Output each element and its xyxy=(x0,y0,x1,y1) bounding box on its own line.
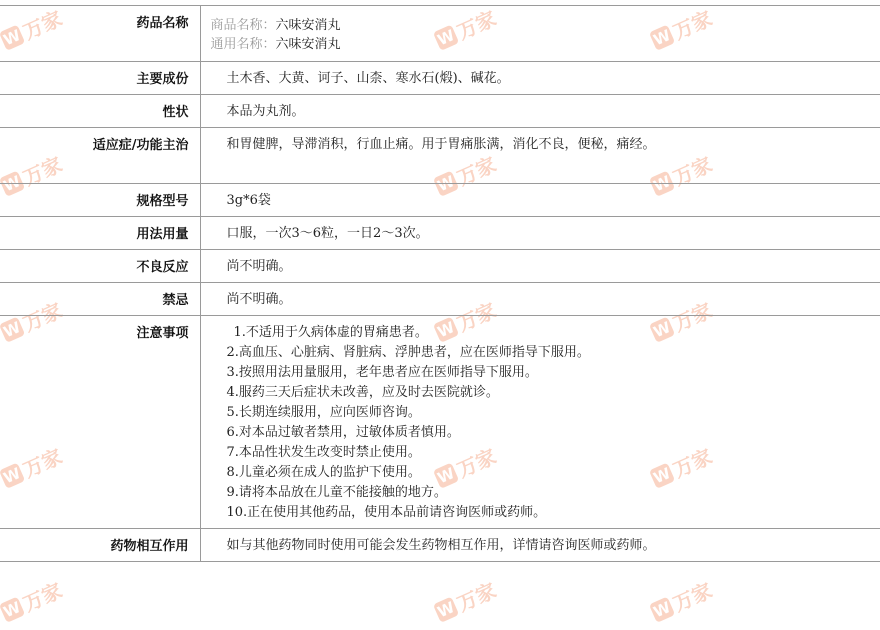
watermark-logo: W 万家 xyxy=(0,578,66,621)
row-value-interactions: 如与其他药物同时使用可能会发生药物相互作用，详情请咨询医师或药师。 xyxy=(200,529,880,562)
drug-info-table xyxy=(0,5,880,562)
list-item: 1.不适用于久病体虚的胃痛患者。 xyxy=(233,325,428,340)
table-row-indications xyxy=(0,128,880,184)
watermark-badge-icon: W xyxy=(650,171,674,195)
table-row-precautions xyxy=(0,316,880,529)
row-value-adverse-reactions: 尚不明确。 xyxy=(200,250,880,283)
watermark-logo: W 万家 xyxy=(0,444,66,487)
row-value-dosage: 口服，一次3～6粒，一日2～3次。 xyxy=(200,217,880,250)
watermark-logo: W 万家 xyxy=(434,578,500,621)
list-item: 10.正在使用其他药品，使用本品前请咨询医师或药师。 xyxy=(226,505,547,520)
row-label-contraindications: 禁忌 xyxy=(0,283,200,316)
trade-name-prefix: 商品名称： xyxy=(210,18,276,33)
watermark-badge-icon: W xyxy=(650,317,674,341)
table-row-properties xyxy=(0,95,880,128)
watermark-badge-icon: W xyxy=(434,25,458,49)
row-value-indications: 和胃健脾，导滞消积，行血止痛。用于胃痛胀满，消化不良，便秘，痛经。 xyxy=(200,128,880,184)
row-label-adverse-reactions: 不良反应 xyxy=(0,250,200,283)
list-item: 4.服药三天后症状未改善，应及时去医院就诊。 xyxy=(226,385,499,400)
watermark-badge-icon: W xyxy=(434,171,458,195)
watermark-badge-icon: W xyxy=(0,597,24,621)
row-value-contraindications: 尚不明确。 xyxy=(200,283,880,316)
row-value-ingredients: 土木香、大黄、诃子、山柰、寒水石(煅)、碱花。 xyxy=(200,62,880,95)
table-row-dosage xyxy=(0,217,880,250)
row-label-dosage: 用法用量 xyxy=(0,217,200,250)
watermark-logo: W 万家 xyxy=(650,444,716,487)
precautions-list xyxy=(227,323,873,523)
table-row-contraindications xyxy=(0,283,880,316)
list-item: 3.按照用法用量服用，老年患者应在医师指导下服用。 xyxy=(226,365,538,380)
watermark-logo: W 万家 xyxy=(0,6,66,49)
list-item: 7.本品性状发生改变时禁止使用。 xyxy=(226,445,421,460)
list-item: 8.儿童必须在成人的监护下使用。 xyxy=(226,465,421,480)
row-label-ingredients: 主要成份 xyxy=(0,62,200,95)
watermark-logo: W 万家 xyxy=(434,152,500,195)
table-row-ingredients xyxy=(0,62,880,95)
table-row-interactions xyxy=(0,529,880,562)
list-item: 2.高血压、心脏病、肾脏病、浮肿患者，应在医师指导下服用。 xyxy=(226,345,590,360)
list-item: 9.请将本品放在儿童不能接触的地方。 xyxy=(226,485,447,500)
generic-name-value: 六味安消丸 xyxy=(275,37,341,52)
row-label-precautions: 注意事项 xyxy=(0,316,200,529)
watermark-logo: W 万家 xyxy=(434,298,500,341)
table-row-adverse-reactions xyxy=(0,250,880,283)
row-label-name: 药品名称 xyxy=(0,6,200,62)
watermark-badge-icon: W xyxy=(434,317,458,341)
watermark-badge-icon: W xyxy=(434,597,458,621)
trade-name-value: 六味安消丸 xyxy=(275,18,341,33)
watermark-badge-icon: W xyxy=(650,597,674,621)
generic-name-line xyxy=(211,35,873,54)
watermark-badge-icon: W xyxy=(0,171,24,195)
row-label-specification: 规格型号 xyxy=(0,184,200,217)
watermark-logo: W 万家 xyxy=(0,298,66,341)
watermark-badge-icon: W xyxy=(0,317,24,341)
row-label-indications: 适应症/功能主治 xyxy=(0,128,200,184)
list-item: 6.对本品过敏者禁用，过敏体质者慎用。 xyxy=(226,425,460,440)
watermark-logo: W 万家 xyxy=(0,152,66,195)
table-row-specification xyxy=(0,184,880,217)
watermark-logo: W 万家 xyxy=(650,152,716,195)
watermark-badge-icon: W xyxy=(650,25,674,49)
watermark-badge-icon: W xyxy=(0,25,24,49)
row-value-name xyxy=(200,6,880,62)
row-value-precautions xyxy=(200,316,880,529)
watermark-logo: W 万家 xyxy=(434,444,500,487)
row-label-interactions: 药物相互作用 xyxy=(0,529,200,562)
watermark-logo: W 万家 xyxy=(650,578,716,621)
row-label-properties: 性状 xyxy=(0,95,200,128)
trade-name-line xyxy=(211,16,873,35)
watermark-badge-icon: W xyxy=(0,463,24,487)
generic-name-prefix: 通用名称： xyxy=(210,37,276,52)
watermark-badge-icon: W xyxy=(650,463,674,487)
watermark-logo: W 万家 xyxy=(650,6,716,49)
table-row-name xyxy=(0,6,880,62)
list-item: 5.长期连续服用，应向医师咨询。 xyxy=(226,405,421,420)
watermark-logo: W 万家 xyxy=(434,6,500,49)
watermark-logo: W 万家 xyxy=(650,298,716,341)
row-value-specification: 3g*6袋 xyxy=(200,184,880,217)
row-value-properties: 本品为丸剂。 xyxy=(200,95,880,128)
watermark-badge-icon: W xyxy=(434,463,458,487)
